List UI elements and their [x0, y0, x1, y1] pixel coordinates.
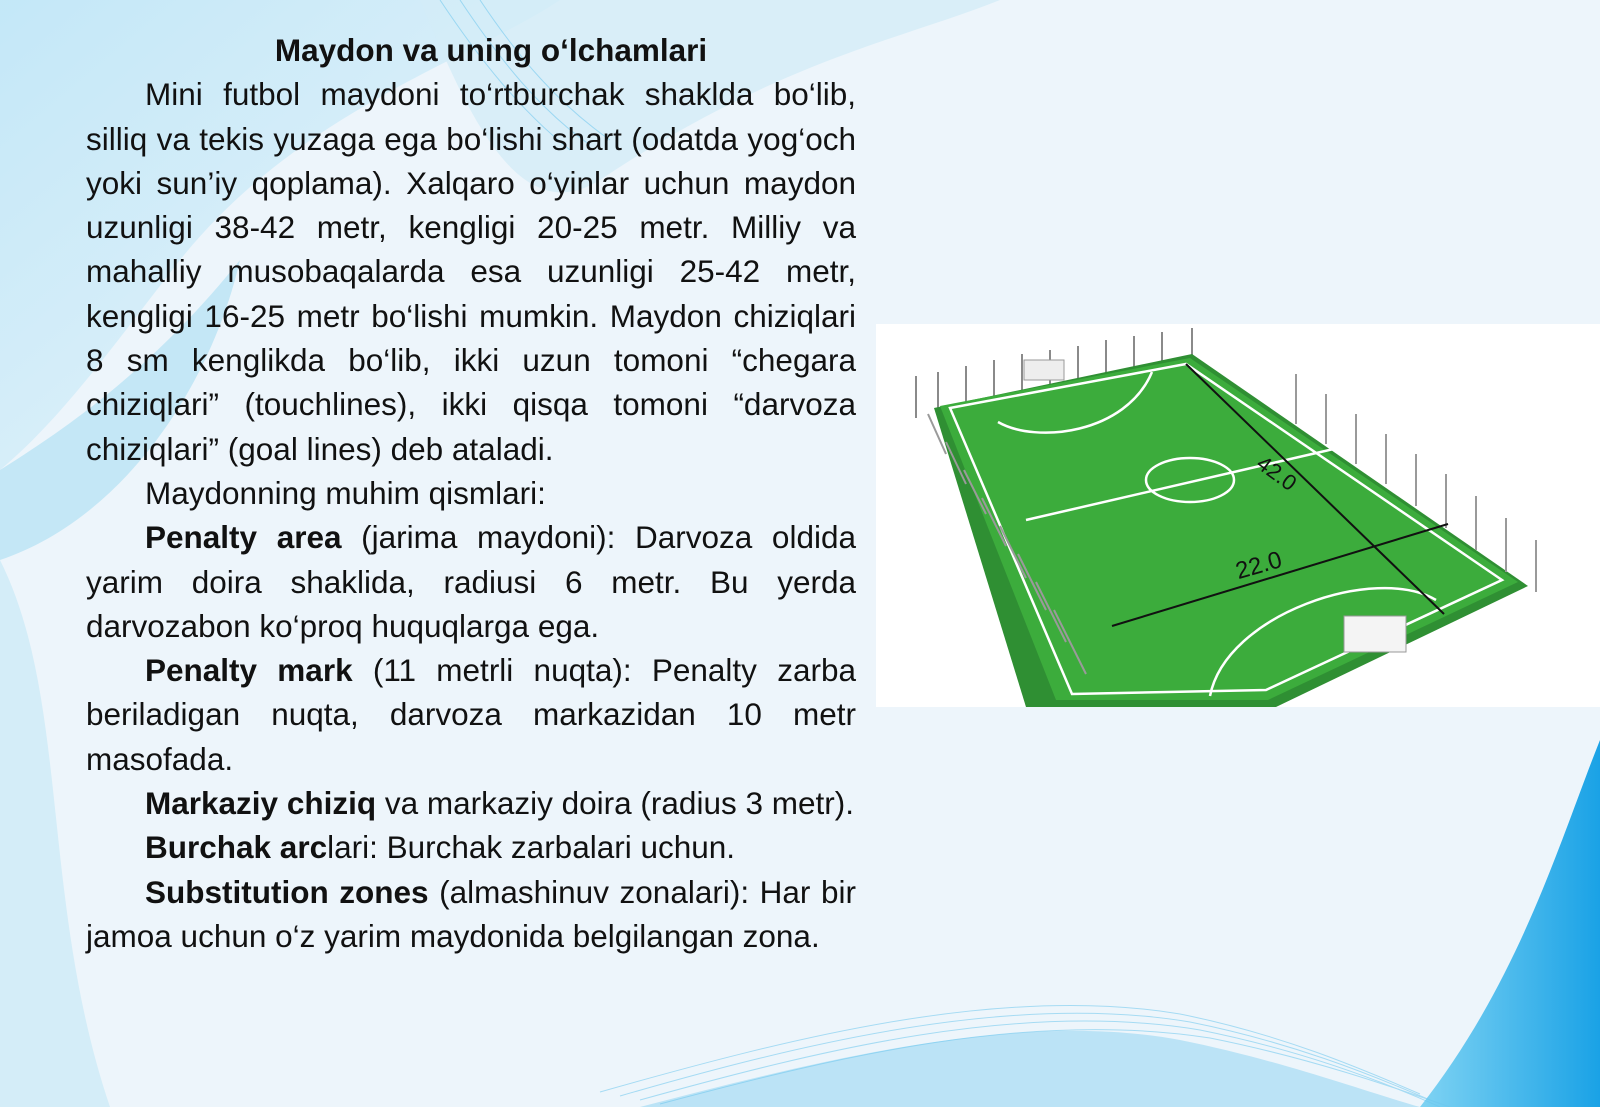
list-item: [86, 870, 856, 959]
slide-title: Maydon va uning o‘lchamlari: [274, 32, 708, 68]
list-item: [86, 781, 856, 825]
futsal-field-illustration: [876, 324, 1600, 707]
intro-paragraph: Mini futbol maydoni to‘rtburchak shaklda bo‘lib, silliq va tekis yuzaga ega bo‘lishi shart (odatda yog‘och yoki sun’iy qoplama). Xalqaro o‘yinlar uchun maydon uzunligi 38-42 metr, kengligi 20-25 metr. Milliy va mahalliy musobaqalarda esa uzunligi 25-42 metr, kengligi 16-25 metr bo‘lishi mumkin. Maydon chiziqlari 8 sm kenglikda bo‘lib, ikki uzun tomoni “chegara chiziqlari” (touchlines), ikki qisqa tomoni “darvoza chiziqlari” (goal lines) deb ataladi.: [86, 76, 856, 467]
item-term: Substitution zones: [145, 873, 429, 910]
goal-far: [1024, 360, 1064, 380]
item-text: (almashinuv zonalari): Har bir jamoa uchun o‘z yarim maydonida belgilangan zona.: [86, 873, 856, 954]
item-term: Markaziy chiziq: [145, 785, 377, 822]
parts-heading: Maydonning muhim qismlari:: [145, 474, 546, 511]
item-text: va markaziy doira (radius 3 metr).: [376, 785, 854, 822]
item-text: (11 metrli nuqta): Penalty zarba beriladigan nuqta, darvoza markazidan 10 metr masofada.: [86, 652, 856, 777]
main-text: [86, 28, 856, 958]
item-term: Penalty mark: [145, 652, 353, 689]
item-term: Burchak arc: [145, 829, 328, 866]
list-item: [86, 648, 856, 781]
length-dimension-label: 42.0: [1252, 450, 1302, 496]
list-item: [86, 825, 856, 869]
width-dimension-label: 22.0: [1232, 546, 1285, 586]
item-term: Penalty area: [145, 519, 342, 556]
item-text: (jarima maydoni): Darvoza oldida yarim doira shaklida, radiusi 6 metr. Bu yerda darvozabon ko‘proq huquqlarga ega.: [86, 519, 856, 644]
goal-near: [1344, 616, 1406, 652]
field-image: [876, 324, 1600, 707]
list-item: [86, 515, 856, 648]
item-text: lari: Burchak zarbalari uchun.: [327, 829, 736, 866]
